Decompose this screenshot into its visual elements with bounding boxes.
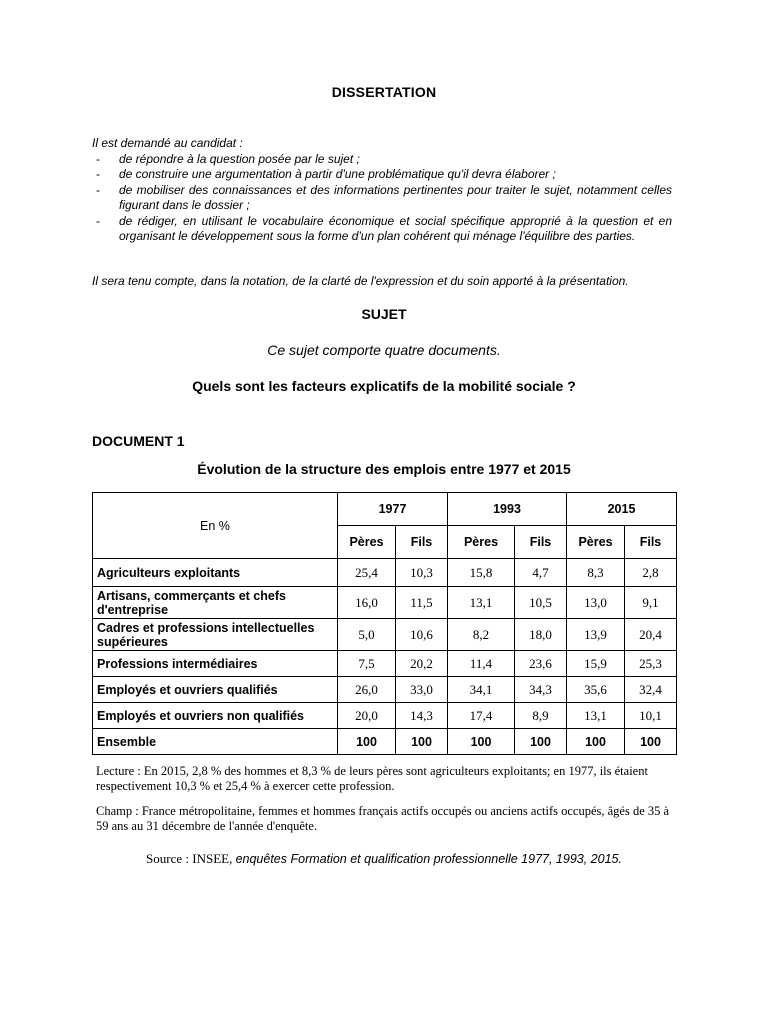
table-cell: 7,5 [338,651,396,677]
instructions-list [92,152,672,245]
table-cell: 10,6 [396,619,448,651]
table-cell: 13,1 [448,587,515,619]
subheader-cell: Pères [567,526,625,559]
table-cell: 25,3 [625,651,677,677]
row-label: Employés et ouvriers non qualifiés [93,703,338,729]
table-cell: 10,5 [515,587,567,619]
sujet-subtitle: Ce sujet comporte quatre documents. [267,342,501,358]
table-cell: 14,3 [396,703,448,729]
subheader-cell: Fils [515,526,567,559]
table-cell: 100 [448,729,515,755]
table-cell: 32,4 [625,677,677,703]
table-cell: 11,5 [396,587,448,619]
table-header-row [93,493,677,526]
presentation-note: Il sera tenu compte, dans la notation, de la clarté de l'expression et du soin apporté à la présentation. [92,274,629,288]
row-label: Cadres et professions intellectuelles supérieures [93,619,338,651]
table-cell: 100 [338,729,396,755]
reading-note: Lecture : En 2015, 2,8 % des hommes et 8,3 % de leurs pères sont agriculteurs exploitants; en 1977, ils étaient respectivement 10,3 % et 25,4 % à exercer cette profession. [96,764,648,793]
table-cell: 10,3 [396,559,448,587]
unit-header: En % [93,493,338,559]
row-label: Artisans, commerçants et chefs d'entreprise [93,587,338,619]
instruction-item: - de mobiliser des connaissances et des informations pertinentes pour traiter le sujet, notamment celles figurant dans le dossier ; [96,182,672,212]
year-header: 1977 [338,493,448,526]
instructions-intro: Il est demandé au candidat : [92,136,243,150]
row-label: Ensemble [93,729,338,755]
sujet-heading: SUJET [361,306,407,322]
table-cell: 17,4 [448,703,515,729]
row-label: Agriculteurs exploitants [93,559,338,587]
source-note [0,851,768,867]
table-cell: 4,7 [515,559,567,587]
row-label: Employés et ouvriers qualifiés [93,677,338,703]
table-cell: 20,0 [338,703,396,729]
table-cell: 100 [625,729,677,755]
dash-bullet: - [96,151,100,166]
table-row [93,587,677,619]
table-cell: 13,9 [567,619,625,651]
table-row [93,619,677,651]
table-row [93,559,677,587]
table-cell: 11,4 [448,651,515,677]
document-title: Évolution de la structure des emplois entre 1977 et 2015 [197,461,571,477]
table-cell: 100 [567,729,625,755]
table-cell: 34,3 [515,677,567,703]
table-cell: 34,1 [448,677,515,703]
subheader-cell: Pères [448,526,515,559]
employment-structure-table [92,492,677,755]
table-cell: 9,1 [625,587,677,619]
table-cell: 23,6 [515,651,567,677]
table-cell: 20,2 [396,651,448,677]
table-cell: 2,8 [625,559,677,587]
instructions-block [92,136,672,245]
table-cell: 15,8 [448,559,515,587]
row-label: Professions intermédiaires [93,651,338,677]
subheader-cell: Fils [396,526,448,559]
dash-bullet: - [96,167,100,181]
subheader-cell: Fils [625,526,677,559]
table-cell: 25,4 [338,559,396,587]
table-cell: 15,9 [567,651,625,677]
scope-note: Champ : France métropolitaine, femmes et hommes français actifs occupés ou anciens actifs occupés, âgés de 35 à 59 ans au 31 décembre de l'année d'enquête. [96,804,670,833]
table-cell: 10,1 [625,703,677,729]
document-label: DOCUMENT 1 [92,433,185,449]
table-cell: 13,0 [567,587,625,619]
table-row [93,703,677,729]
table-row [93,677,677,703]
table-total-row [93,729,677,755]
instruction-item: - de rédiger, en utilisant le vocabulaire économique et social spécifique approprié à la question et en organisant le développement sous la forme d'un plan cohérent qui ménage l'équilibre des parties. [96,213,672,243]
year-header: 2015 [567,493,677,526]
page-title: DISSERTATION [331,84,437,100]
sujet-question: Quels sont les facteurs explicatifs de la mobilité sociale ? [192,378,576,394]
table-cell: 33,0 [396,677,448,703]
table-cell: 8,9 [515,703,567,729]
source-prefix: Source : INSEE, [146,851,233,866]
table-cell: 100 [396,729,448,755]
table-cell: 13,1 [567,703,625,729]
table-cell: 35,6 [567,677,625,703]
instruction-item: - de construire une argumentation à partir d'une problématique qu'il devra élaborer ; [96,167,556,181]
dash-bullet: - [96,213,100,228]
table-cell: 16,0 [338,587,396,619]
year-header: 1993 [448,493,567,526]
table-cell: 100 [515,729,567,755]
table-cell: 8,3 [567,559,625,587]
dash-bullet: - [96,182,100,197]
table-cell: 5,0 [338,619,396,651]
subheader-cell: Pères [338,526,396,559]
table-cell: 18,0 [515,619,567,651]
table-cell: 8,2 [448,619,515,651]
table-row [93,651,677,677]
instruction-item: - de répondre à la question posée par le sujet ; [96,151,360,166]
table-cell: 26,0 [338,677,396,703]
source-title: enquêtes Formation et qualification professionnelle 1977, 1993, 2015. [235,852,622,866]
table-cell: 20,4 [625,619,677,651]
